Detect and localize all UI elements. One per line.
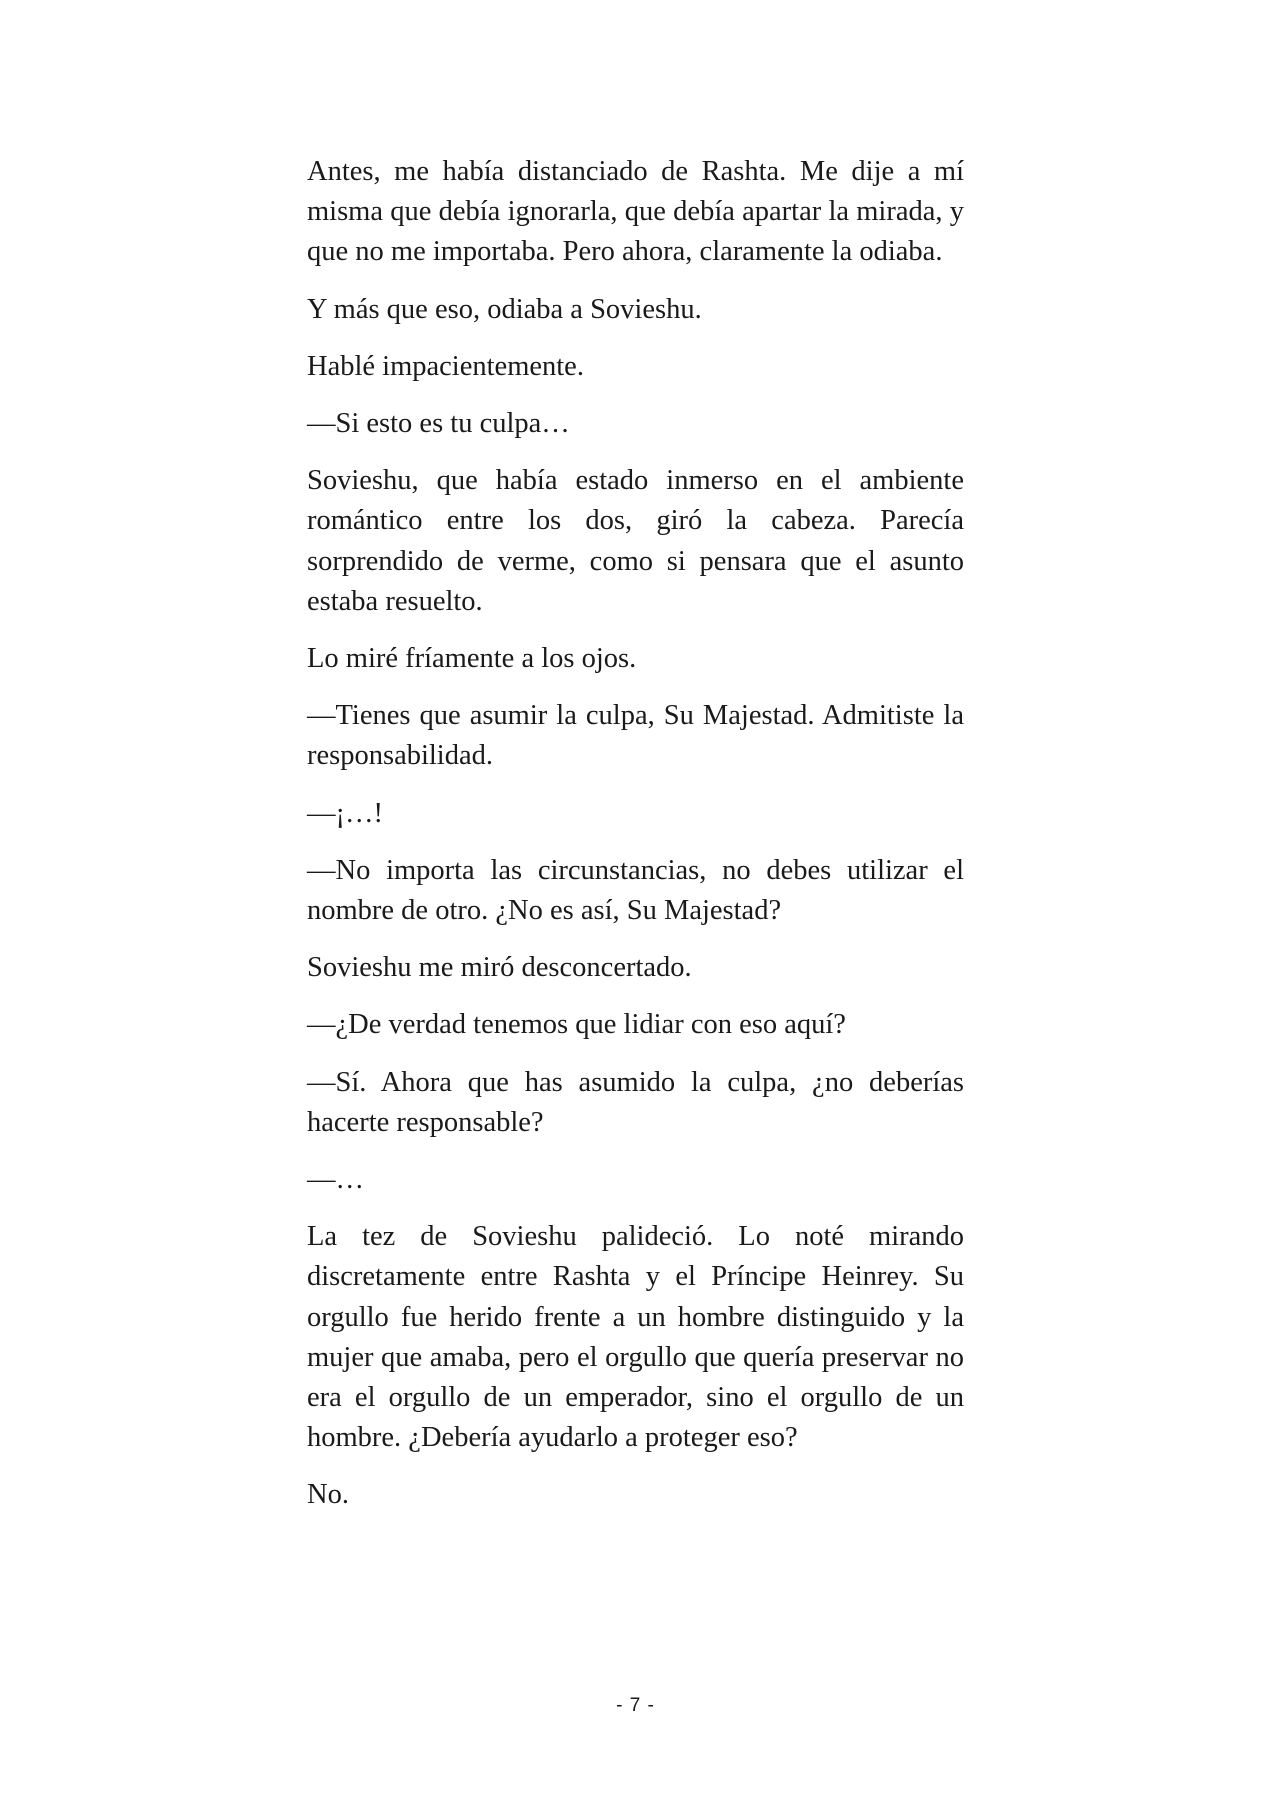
- paragraph: Hablé impacientemente.: [307, 350, 584, 382]
- paragraph: Sovieshu me miró desconcertado.: [307, 952, 692, 984]
- body-text: [307, 152, 964, 1533]
- dialogue-line: —No importa las circunstancias, no debes utilizar el nombre de otro. ¿No es así, Su Majestad?: [307, 854, 964, 927]
- dialogue-line: —¿De verdad tenemos que lidiar con eso aquí?: [307, 1009, 846, 1041]
- paragraph: Sovieshu, que había estado inmerso en el ambiente romántico entre los dos, giró la cabeza. Parecía sorprendido de verme, como si pensara que el asunto estaba resuelto.: [307, 465, 964, 617]
- dialogue-line: —¡…!: [307, 797, 383, 829]
- paragraph: Y más que eso, odiaba a Sovieshu.: [307, 293, 702, 325]
- dialogue-line: —Sí. Ahora que has asumido la culpa, ¿no deberías hacerte responsable?: [307, 1066, 964, 1138]
- dialogue-line: —Si esto es tu culpa…: [307, 408, 570, 440]
- dialogue-line: —…: [307, 1164, 364, 1196]
- page-number: - 7 -: [616, 1695, 655, 1716]
- paragraph: Lo miré fríamente a los ojos.: [307, 643, 637, 675]
- paragraph: No.: [307, 1479, 349, 1511]
- paragraph: Antes, me había distanciado de Rashta. Me dije a mí misma que debía ignorarla, que debía apartar la mirada, y que no me importaba. Pero ahora, claramente la odiaba.: [307, 156, 964, 268]
- paragraph: La tez de Sovieshu palideció. Lo noté mirando discretamente entre Rashta y el Príncipe Heinrey. Su orgullo fue herido frente a un hombre distinguido y la mujer que amaba, pero el orgullo que quería preservar no era el orgullo de un emperador, sino el orgullo de un hombre. ¿Debería ayudarlo a proteger eso?: [307, 1221, 964, 1454]
- dialogue-line: —Tienes que asumir la culpa, Su Majestad. Admitiste la responsabilidad.: [307, 700, 964, 772]
